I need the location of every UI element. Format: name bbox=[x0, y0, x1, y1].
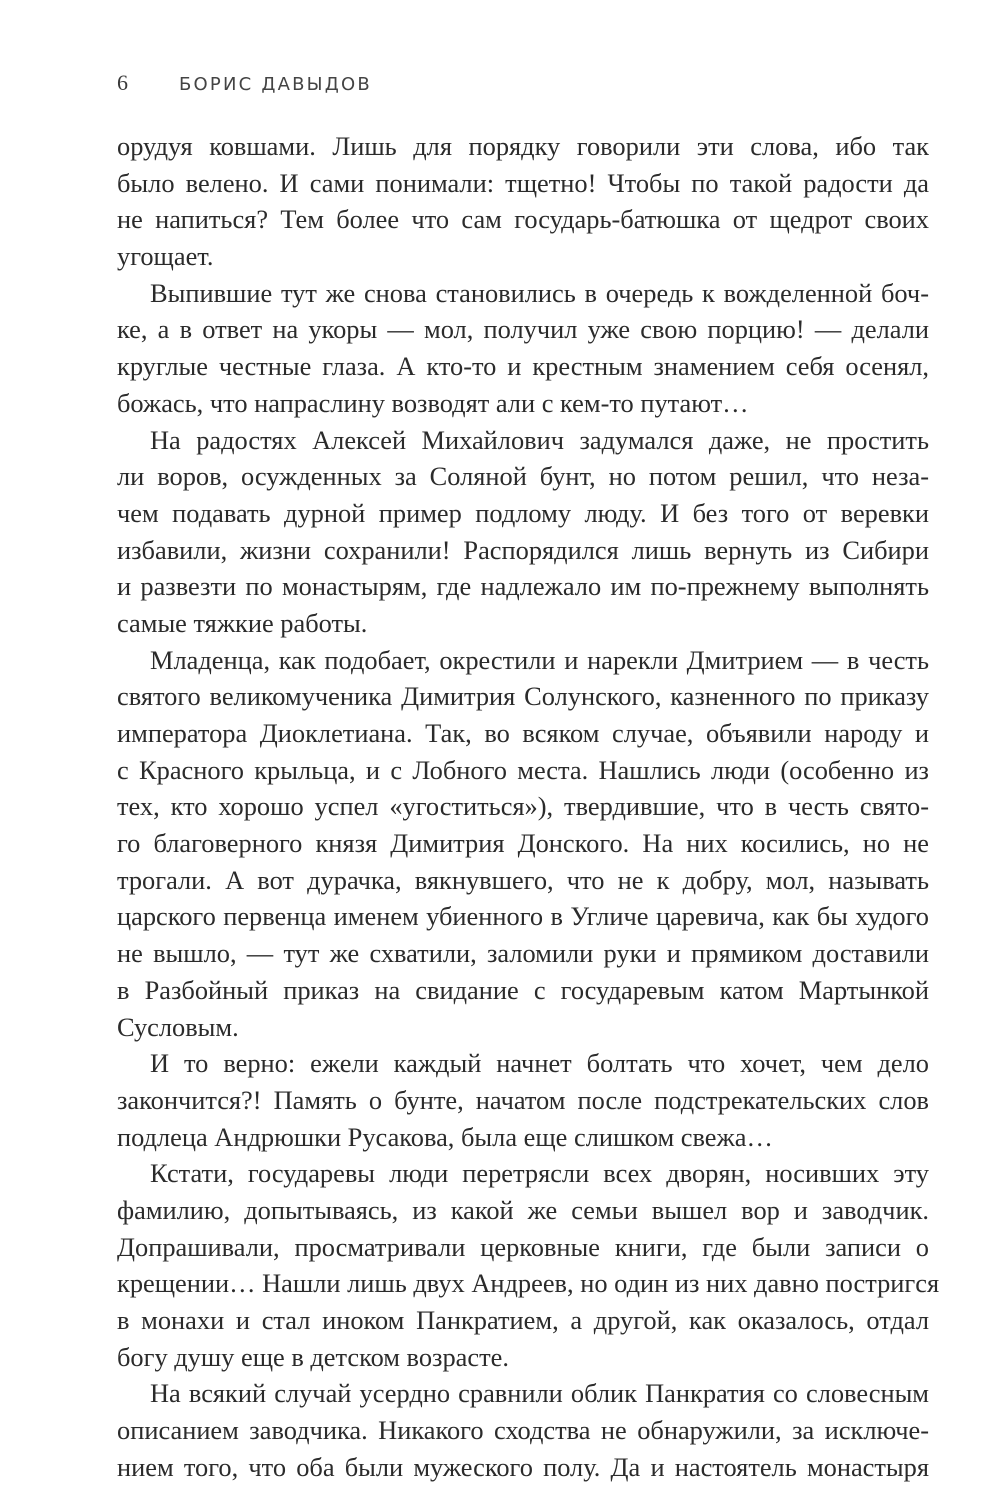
text-line: угощает. bbox=[117, 241, 214, 272]
text-line: На всякий случай усердно сравнили облик Панкратия со словесным bbox=[150, 1378, 929, 1409]
body-text bbox=[117, 128, 940, 1485]
text-line: было велено. И сами понимали: тщетно! Чтобы по такой радости да bbox=[117, 167, 929, 198]
text-line: Сусловым. bbox=[117, 1011, 239, 1042]
text-line: святого великомученика Димитрия Солунского, казненного по приказу bbox=[117, 681, 929, 712]
text-line: трогали. А вот дурачка, вякнувшего, что не к добру, мол, называть bbox=[117, 864, 929, 895]
text-line: нием того, что оба были мужеского полу. Да и настоятель монастыря bbox=[117, 1451, 929, 1482]
text-line: крещении… Нашли лишь двух Андреев, но один из них давно постригся bbox=[117, 1268, 940, 1299]
text-line: чем подавать дурной пример подлому люду. И без того от веревки bbox=[117, 497, 929, 528]
page-number: 6 bbox=[117, 70, 128, 95]
paragraph bbox=[117, 128, 929, 275]
text-line: Кстати, государевы люди перетрясли всех дворян, носивших эту bbox=[150, 1158, 929, 1189]
paragraph bbox=[117, 422, 929, 642]
text-line: божась, что напраслину возводят али с кем-то путают… bbox=[117, 387, 749, 418]
text-line: закончится?! Память о бунте, начатом после подстрекательских слов bbox=[117, 1084, 929, 1115]
text-line: императора Диоклетиана. Так, во всяком случае, объявили народу и bbox=[117, 718, 929, 748]
text-line: И то верно: ежели каждый начнет болтать что хочет, чем дело bbox=[150, 1048, 929, 1079]
paragraph bbox=[117, 642, 929, 1046]
text-line: не вышло, — тут же схватили, заломили руки и прямиком доставили bbox=[117, 938, 929, 969]
paragraph bbox=[117, 1375, 929, 1485]
running-title: БОРИС ДАВЫДОВ bbox=[179, 74, 372, 95]
text-line: ли воров, осужденных за Соляной бунт, но потом решил, что неза- bbox=[117, 461, 929, 492]
text-line: с Красного крыльца, и с Лобного места. Нашлись люди (особенно из bbox=[117, 754, 929, 785]
text-line: избавили, жизни сохранили! Распорядился лишь вернуть из Сибири bbox=[117, 534, 929, 565]
text-line: описанием заводчика. Никакого сходства не обнаружили, за исключе- bbox=[117, 1415, 929, 1446]
text-line: круглые честные глаза. А кто-то и крестным знамением себя осенял, bbox=[117, 351, 929, 382]
text-line: самые тяжкие работы. bbox=[117, 607, 368, 638]
text-line: не напиться? Тем более что сам государь-батюшка от щедрот своих bbox=[117, 204, 929, 235]
text-line: го благоверного князя Димитрия Донского. На них косились, но не bbox=[117, 828, 929, 859]
text-line: Младенца, как подобает, окрестили и нарекли Дмитрием — в честь bbox=[150, 644, 929, 675]
text-line: царского первенца именем убиенного в Угличе царевича, как бы худого bbox=[117, 901, 929, 932]
running-head bbox=[117, 70, 372, 100]
paragraph bbox=[117, 275, 929, 422]
text-line: фамилию, допытываясь, из какой же семьи вышел вор и заводчик. bbox=[117, 1194, 929, 1225]
text-line: в Разбойный приказ на свидание с государевым катом Мартынкой bbox=[117, 974, 929, 1005]
paragraph bbox=[117, 1155, 940, 1375]
text-line: богу душу еще в детском возрасте. bbox=[117, 1341, 509, 1372]
text-line: На радостях Алексей Михайлович задумался даже, не простить bbox=[150, 424, 929, 455]
text-line: в монахи и стал иноком Панкратием, а другой, как оказалось, отдал bbox=[117, 1305, 929, 1335]
text-line: ке, а в ответ на укоры — мол, получил уже свою порцию! — делали bbox=[117, 314, 929, 345]
text-line: Выпившие тут же снова становились в очередь к вожделенной боч- bbox=[150, 277, 929, 308]
text-line: тех, кто хорошо успел «угоститься»), твердившие, что в честь свято- bbox=[117, 791, 929, 822]
text-line: и развезти по монастырям, где надлежало им по-прежнему выполнять bbox=[117, 571, 929, 602]
text-line: орудуя ковшами. Лишь для порядку говорили эти слова, ибо так bbox=[117, 131, 929, 161]
text-line: Допрашивали, просматривали церковные книги, где были записи о bbox=[117, 1231, 929, 1262]
text-line: подлеца Андрюшки Русакова, была еще слишком свежа… bbox=[117, 1121, 773, 1152]
paragraph bbox=[117, 1045, 929, 1155]
